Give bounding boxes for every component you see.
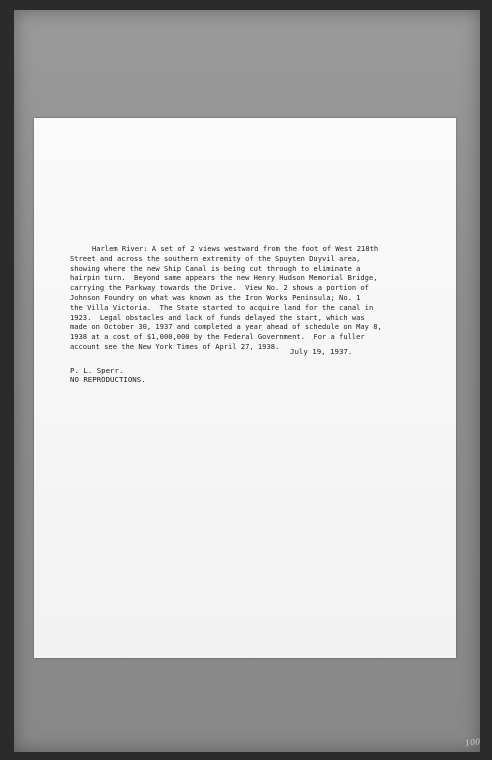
paragraph-line: Street and across the southern extremity of the Spuyten Duyvil area, bbox=[70, 253, 361, 263]
corner-mark: 100 bbox=[464, 737, 481, 748]
paragraph-line: 1938 at a cost of $1,000,000 by the Federal Government. For a fuller bbox=[70, 332, 365, 342]
paragraph-line: made on October 30, 1937 and completed a year ahead of schedule on May 8, bbox=[70, 322, 382, 332]
document-date: July 19, 1937. bbox=[290, 347, 353, 356]
paragraph-line: 1923. Legal obstacles and lack of funds delayed the start, which was bbox=[70, 312, 365, 322]
author-name: P. L. Sperr. bbox=[70, 366, 124, 375]
paragraph-line: carrying the Parkway towards the Drive. View No. 2 shows a portion of bbox=[70, 283, 369, 293]
paragraph-line: Harlem River: A set of 2 views westward from the foot of West 218th bbox=[92, 244, 379, 253]
caption-paragraph bbox=[70, 244, 450, 352]
paragraph-line: account see the New York Times of April 27, 1938. bbox=[70, 341, 280, 351]
paragraph-line: the Villa Victoria. The State started to acquire land for the canal in bbox=[70, 302, 374, 312]
paragraph-line: hairpin turn. Beyond same appears the new Henry Hudson Memorial Bridge, bbox=[70, 273, 378, 283]
typed-sheet bbox=[34, 118, 456, 658]
reproduction-notice: NO REPRODUCTIONS. bbox=[70, 375, 146, 384]
signature-block bbox=[70, 366, 146, 384]
paragraph-line: Johnson Foundry on what was known as the Iron Works Peninsula; No. 1 bbox=[70, 292, 361, 302]
paragraph-line: showing where the new Ship Canal is being cut through to eliminate a bbox=[70, 263, 361, 273]
